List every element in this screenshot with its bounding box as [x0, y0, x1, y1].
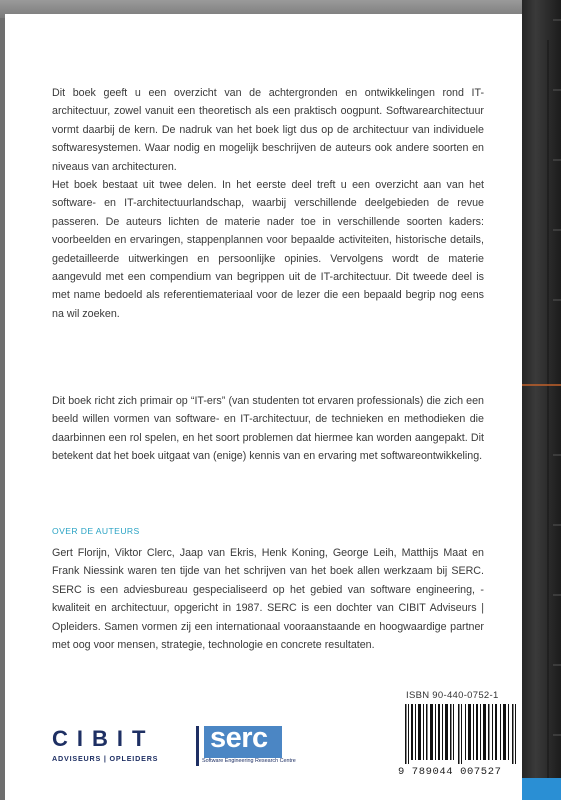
barcode-image [405, 704, 517, 764]
cibit-logo-subtitle: ADVISEURS | OPLEIDERS [52, 754, 159, 763]
back-cover [5, 14, 522, 800]
cibit-logo-word: CIBIT [52, 726, 155, 751]
spine-blue-tab [522, 778, 561, 800]
serc-logo-bar [196, 726, 199, 766]
serc-logo-subtitle: Software Engineering Research Centre [202, 758, 296, 764]
spine-markings [522, 0, 561, 800]
isbn-label: ISBN 90-440-0752-1 [406, 690, 499, 701]
authors-text: Gert Florijn, Viktor Clerc, Jaap van Ekris, Henk Koning, George Leih, Matthijs Maat en Frank Niessink waren ten tijde van het schrijven van het boek allen werkzaam bij SERC. SERC is een adviesbureau gespecialiseerd op het gebied van software engineering, - kwaliteit en architectuur, opgericht in 1987. SERC is een dochter van CIBIT Adviseurs | Opleiders. Samen vormen zij een internationaal vooraanstaande en hoogwaardige partner met oog voor mensen, strategie, technologie en concrete resultaten. [52, 547, 484, 652]
serc-logo [196, 722, 296, 766]
blurb-paragraph-2: Het boek bestaat uit twee delen. In het eerste deel treft u een overzicht aan van het software- en IT-architectuurlandschap, waarbij verschillende deelgebieden de revue passeren. De auteurs lichten de materie nader toe in verschillende soorten kaders: voorbeelden en ervaringen, stappenplannen voor bepaalde activiteiten, historische details, gedetailleerde uitwerkingen en persoonlijke opinies. Vervolgens wordt de materie aangevuld met een compendium van begrippen uit de IT-architectuur. Dit tweede deel is met name bedoeld als referentiemateriaal voor de lezer die een bepaald begrip nog eens na wil zoeken. [52, 179, 484, 320]
blurb-paragraph-3: Dit boek richt zich primair op “IT-ers” (van studenten tot ervaren professionals) die zich een beeld willen vormen van software- en IT-architectuur, de technieken en methodieken die daarbinnen een rol spelen, en het soort problemen dat hiermee kan worden aangepakt. Dit betekent dat het boek uitgaat van (enige) kennis van en ervaring met softwareontwikkeling. [52, 395, 484, 463]
serc-logo-word: serc [210, 722, 268, 754]
blurb-paragraph-1: Dit boek geeft u een overzicht van de achtergronden en ontwikkelingen rond IT-architectuur, zowel vanuit een theoretisch als een praktisch oogpunt. Softwarearchitectuur vormt daarbij de kern. De nadruk van het boek ligt dus op de architectuur van individuele softwaresystemen. Waar nodig en mogelijk beschrijven de auteurs ook andere soorten en niveaus van architecturen. Het boek bestaat uit twee delen. In het eerste deel treft u een overzicht aan van het software- en IT-architectuurlandschap, waarbij verschillende deelgebieden de revue passeren. De auteurs lichten de materie nader toe in verschillende soorten kaders: voorbeelden en ervaringen, stappenplannen voor bepaalde activiteiten, historische details, gedetailleerde uitwerkingen en persoonlijke opinies. Vervolgens wordt de materie aangevuld met een compendium van begrippen uit de IT-architectuur. Dit tweede deel is met name bedoeld als referentiemateriaal voor de lezer die een bepaald begrip nog eens na wil zoeken. [52, 84, 484, 323]
cibit-logo [52, 728, 158, 763]
barcode-number: 9 789044 007527 [398, 766, 502, 778]
authors-heading: OVER DE AUTEURS [52, 526, 140, 536]
